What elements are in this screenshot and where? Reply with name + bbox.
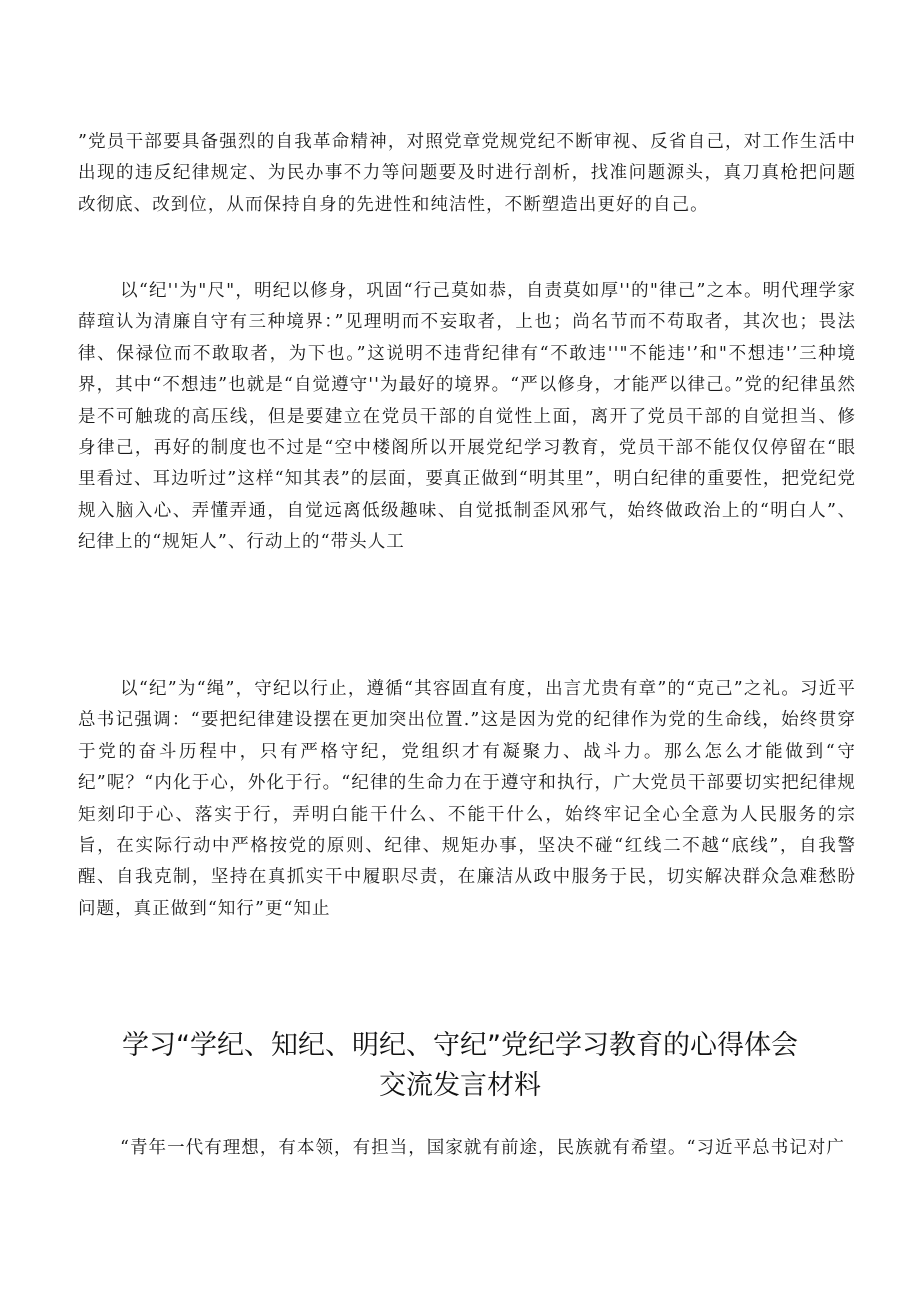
section-title-line-1: 学习“学纪、知纪、明纪、守纪”党纪学习教育的心得体会 <box>122 1030 798 1061</box>
paragraph-1 <box>78 127 856 221</box>
paragraph-4 <box>78 1133 856 1164</box>
paragraph-2 <box>78 276 856 559</box>
paragraph-4-text: “青年一代有理想，有本领，有担当，国家就有前途，民族就有希望。“习近平总书记对广 <box>120 1138 845 1158</box>
section-title-line-2: 交流发言材料 <box>379 1070 541 1101</box>
paragraph-3 <box>78 674 856 925</box>
paragraph-3-text: 以“纪”为“绳”，守纪以行止，遵循“其容固直有度，出言尤贵有章”的“克己”之礼。习近平总书记强调：“要把纪律建设摆在更加突出位置.”这是因为党的纪律作为党的生命线，始终贯穿于党的奋斗历程中，只有严格守纪，党组织才有凝聚力、战斗力。那么怎么才能做到“守纪”呢？“内化于心，外化于行。“纪律的生命力在于遵守和执行，广大党员干部要切实把纪律规矩刻印于心、落实于行，弄明白能干什么、不能干什么，始终牢记全心全意为人民服务的宗旨，在实际行动中严格按党的原则、纪律、规矩办事，坚决不碰“红线二不越“底线”，自我警醒、自我克制，坚持在真抓实干中履职尽责，在廉洁从政中服务于民，切实解决群众急难愁盼问题，真正做到“知行”更“知止 <box>78 679 856 919</box>
paragraph-2-text: 以“纪''为"尺"，明纪以修身，巩固“行己莫如恭，自责莫如厚''的"律己”之本。明代理学家薛瑄认为清廉自守有三种境界：”见理明而不妄取者，上也；尚名节而不苟取者，其次也；畏法律、保禄位而不敢取者，为下也。”这说明不违背纪律有“不敢违''"不能违'’和"不想违'’三种境界，其中“不想违”也就是“自觉遵守''为最好的境界。“严以修身，才能严以律己。”党的纪律虽然是不可触珑的高压线，但是要建立在党员干部的自觉性上面，离开了党员干部的自觉担当、修身律己，再好的制度也不过是“空中楼阁所以开展党纪学习教育，党员干部不能仅仅停留在“眼里看过、耳边听过”这样“知其表”的层面，要真正做到“明其里”，明白纪律的重要性，把党纪党规入脑入心、弄懂弄通，自觉远离低级趣味、自觉抵制歪风邪气，始终做政治上的“明白人”、纪律上的“规矩人”、行动上的“带头人工 <box>78 281 856 553</box>
section-title <box>60 1026 860 1106</box>
paragraph-1-text: ”党员干部要具备强烈的自我革命精神，对照党章党规党纪不断审视、反省自己，对工作生活中出现的违反纪律规定、为民办事不力等问题要及时进行剖析，找准问题源头，真刀真枪把问题改彻底、改到位，从而保持自身的先进性和纯洁性，不断塑造出更好的自己。 <box>78 132 856 215</box>
